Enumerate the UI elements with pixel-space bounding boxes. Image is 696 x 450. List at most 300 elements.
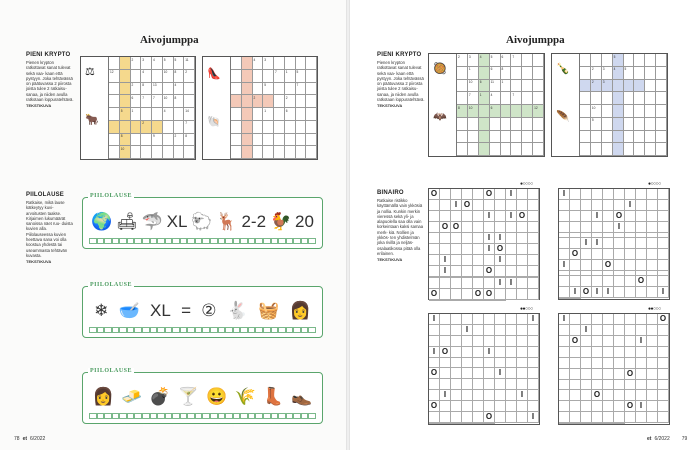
binairo-cell[interactable]	[647, 369, 658, 380]
binairo-cell[interactable]	[429, 278, 440, 289]
binairo-cell[interactable]	[506, 222, 517, 233]
krypto-cell[interactable]	[613, 131, 624, 144]
binairo-cell[interactable]	[473, 390, 484, 401]
krypto-cell[interactable]	[624, 80, 635, 93]
binairo-cell[interactable]	[495, 325, 506, 336]
binairo-cell[interactable]: I	[581, 325, 592, 336]
krypto-cell[interactable]	[580, 92, 591, 105]
binairo-cell[interactable]: O	[462, 200, 473, 211]
binairo-cell[interactable]: I	[506, 211, 517, 222]
krypto-cell[interactable]	[522, 92, 533, 105]
krypto-cell[interactable]	[602, 105, 613, 118]
binairo-cell[interactable]	[581, 390, 592, 401]
binairo-cell[interactable]	[570, 276, 581, 287]
binairo-cell[interactable]	[440, 189, 451, 200]
krypto-cell[interactable]	[184, 83, 195, 96]
letter-box[interactable]	[293, 238, 301, 244]
binairo-cell[interactable]: O	[570, 249, 581, 260]
binairo-cell[interactable]	[559, 358, 570, 369]
krypto-cell[interactable]: 2	[184, 70, 195, 83]
letter-box[interactable]	[308, 327, 316, 333]
binairo-cell[interactable]	[647, 200, 658, 211]
krypto-cell[interactable]: 2	[253, 95, 264, 108]
krypto-cell[interactable]: 2	[457, 54, 468, 67]
binairo-cell[interactable]	[658, 325, 669, 336]
krypto-cell[interactable]: 5	[263, 83, 274, 96]
binairo-cell[interactable]	[495, 412, 506, 423]
krypto-cell[interactable]	[253, 83, 264, 96]
binairo-cell[interactable]	[517, 347, 528, 358]
krypto-cell[interactable]	[231, 134, 242, 147]
letter-box[interactable]	[248, 327, 256, 333]
krypto-cell[interactable]	[613, 143, 624, 156]
binairo-cell[interactable]	[440, 358, 451, 369]
binairo-cell[interactable]: I	[440, 266, 451, 277]
krypto-cell[interactable]: 5	[591, 118, 602, 131]
krypto-cell[interactable]: 5	[624, 67, 635, 80]
binairo-cell[interactable]	[517, 255, 528, 266]
binairo-cell[interactable]	[495, 336, 506, 347]
binairo-cell[interactable]	[625, 347, 636, 358]
krypto-cell[interactable]	[285, 57, 296, 70]
binairo-cell[interactable]	[506, 347, 517, 358]
binairo-cell[interactable]	[570, 211, 581, 222]
krypto-cell[interactable]	[580, 80, 591, 93]
binairo-cell[interactable]	[429, 222, 440, 233]
binairo-cell[interactable]	[462, 255, 473, 266]
krypto-cell[interactable]: 12	[533, 105, 544, 118]
binairo-cell[interactable]: O	[440, 222, 451, 233]
binairo-cell[interactable]	[506, 401, 517, 412]
binairo-cell[interactable]	[559, 298, 570, 299]
krypto-cell[interactable]: 7	[296, 83, 307, 96]
binairo-cell[interactable]	[473, 368, 484, 379]
letter-box[interactable]	[286, 327, 294, 333]
krypto-cell[interactable]: 2	[131, 83, 142, 96]
krypto-cell[interactable]	[479, 131, 490, 144]
binairo-cell[interactable]	[484, 368, 495, 379]
krypto-cell[interactable]: 6	[501, 54, 512, 67]
binairo-cell[interactable]	[570, 401, 581, 412]
binairo-cell[interactable]	[614, 358, 625, 369]
krypto-cell[interactable]	[274, 83, 285, 96]
binairo-cell[interactable]	[603, 189, 614, 200]
krypto-cell[interactable]	[174, 121, 185, 134]
krypto-cell[interactable]	[285, 134, 296, 147]
binairo-cell[interactable]	[440, 336, 451, 347]
krypto-cell[interactable]	[274, 57, 285, 70]
binairo-cell[interactable]	[473, 336, 484, 347]
binairo-cell[interactable]: I	[495, 233, 506, 244]
binairo-cell[interactable]	[592, 423, 603, 424]
binairo-cell[interactable]	[484, 325, 495, 336]
binairo-cell[interactable]	[592, 200, 603, 211]
krypto-cell[interactable]	[533, 143, 544, 156]
krypto-cell[interactable]	[634, 92, 645, 105]
letter-box[interactable]	[202, 238, 210, 244]
letter-box[interactable]	[271, 413, 279, 419]
binairo-cell[interactable]: I	[506, 189, 517, 200]
binairo-cell[interactable]: O	[429, 289, 440, 300]
binairo-cell[interactable]	[559, 412, 570, 423]
binairo-cell[interactable]: O	[495, 244, 506, 255]
letter-box[interactable]	[263, 413, 271, 419]
binairo-cell[interactable]	[658, 358, 669, 369]
binairo-cell[interactable]	[636, 189, 647, 200]
letter-box[interactable]	[89, 238, 97, 244]
binairo-cell[interactable]	[440, 244, 451, 255]
binairo-cell[interactable]	[592, 358, 603, 369]
krypto-cell[interactable]	[645, 143, 656, 156]
krypto-cell[interactable]: 3	[602, 80, 613, 93]
krypto-cell[interactable]	[242, 70, 253, 83]
binairo-cell[interactable]	[451, 244, 462, 255]
binairo-cell[interactable]	[473, 300, 484, 301]
krypto-cell[interactable]	[274, 146, 285, 159]
krypto-cell[interactable]	[533, 80, 544, 93]
letter-box[interactable]	[301, 238, 309, 244]
binairo-cell[interactable]	[614, 314, 625, 325]
binairo-cell[interactable]	[528, 336, 539, 347]
krypto-cell[interactable]: 5	[163, 57, 174, 70]
krypto-cell[interactable]	[624, 143, 635, 156]
binairo-cell[interactable]	[451, 289, 462, 300]
binairo-cell[interactable]: I	[495, 278, 506, 289]
binairo-cell[interactable]	[647, 390, 658, 401]
krypto-cell[interactable]	[580, 54, 591, 67]
krypto-cell[interactable]	[174, 146, 185, 159]
krypto-cell[interactable]: 10	[163, 70, 174, 83]
binairo-cell[interactable]	[614, 287, 625, 298]
letter-box[interactable]	[210, 327, 218, 333]
krypto-cell[interactable]	[645, 92, 656, 105]
binairo-cell[interactable]	[625, 412, 636, 423]
binairo-cell[interactable]	[517, 200, 528, 211]
letter-box[interactable]	[112, 327, 120, 333]
binairo-cell[interactable]	[592, 222, 603, 233]
krypto-cell[interactable]	[634, 80, 645, 93]
krypto-cell[interactable]	[163, 121, 174, 134]
krypto-cell[interactable]: 6	[490, 67, 501, 80]
binairo-cell[interactable]	[451, 325, 462, 336]
binairo-cell[interactable]	[625, 238, 636, 249]
binairo-cell[interactable]	[517, 368, 528, 379]
krypto-grid-1[interactable]	[80, 56, 196, 160]
binairo-cell[interactable]	[440, 233, 451, 244]
krypto-cell[interactable]	[522, 143, 533, 156]
binairo-cell[interactable]: O	[570, 336, 581, 347]
krypto-cell[interactable]: 10	[591, 105, 602, 118]
binairo-cell[interactable]	[440, 368, 451, 379]
binairo-cell[interactable]	[440, 325, 451, 336]
binairo-cell[interactable]	[647, 336, 658, 347]
binairo-cell[interactable]	[517, 314, 528, 325]
binairo-cell[interactable]	[429, 255, 440, 266]
binairo-cell[interactable]	[625, 211, 636, 222]
krypto-cell[interactable]	[285, 83, 296, 96]
letter-box[interactable]	[142, 413, 150, 419]
letter-box[interactable]	[195, 327, 203, 333]
binairo-cell[interactable]	[559, 287, 570, 298]
binairo-cell[interactable]: I	[658, 287, 669, 298]
binairo-cell[interactable]: I	[484, 211, 495, 222]
krypto-cell[interactable]	[120, 57, 131, 70]
krypto-cell[interactable]	[274, 121, 285, 134]
binairo-cell[interactable]	[429, 233, 440, 244]
binairo-cell[interactable]	[559, 276, 570, 287]
binairo-cell[interactable]	[603, 222, 614, 233]
binairo-cell[interactable]	[592, 276, 603, 287]
binairo-cell[interactable]: I	[592, 211, 603, 222]
letter-box[interactable]	[119, 238, 127, 244]
krypto-cell[interactable]	[511, 118, 522, 131]
binairo-cell[interactable]	[581, 380, 592, 391]
krypto-cell[interactable]	[231, 70, 242, 83]
krypto-cell[interactable]	[296, 121, 307, 134]
binairo-cell[interactable]	[570, 200, 581, 211]
krypto-cell[interactable]: 4	[141, 70, 152, 83]
binairo-cell[interactable]	[658, 200, 669, 211]
binairo-cell[interactable]	[495, 347, 506, 358]
binairo-cell[interactable]	[473, 401, 484, 412]
binairo-cell[interactable]	[528, 233, 539, 244]
binairo-cell[interactable]	[484, 379, 495, 390]
binairo-cell[interactable]	[559, 249, 570, 260]
krypto-cell[interactable]	[624, 92, 635, 105]
binairo-cell[interactable]: O	[614, 211, 625, 222]
binairo-cell[interactable]	[440, 314, 451, 325]
binairo-cell[interactable]	[506, 358, 517, 369]
krypto-cell[interactable]	[522, 105, 533, 118]
binairo-cell[interactable]	[429, 300, 440, 301]
binairo-cell[interactable]	[451, 336, 462, 347]
binairo-cell[interactable]	[614, 325, 625, 336]
krypto-cell[interactable]	[242, 95, 253, 108]
letter-box[interactable]	[248, 413, 256, 419]
krypto-cell[interactable]	[152, 108, 163, 121]
krypto-cell[interactable]	[613, 118, 624, 131]
krypto-cell[interactable]	[141, 108, 152, 121]
binairo-cell[interactable]	[625, 287, 636, 298]
binairo-cell[interactable]	[473, 347, 484, 358]
binairo-cell[interactable]	[440, 200, 451, 211]
letter-box[interactable]	[97, 238, 105, 244]
letter-box[interactable]	[210, 413, 218, 419]
binairo-cell[interactable]	[528, 278, 539, 289]
krypto-cell[interactable]	[511, 67, 522, 80]
krypto-cell[interactable]: 10	[468, 105, 479, 118]
binairo-cell[interactable]	[559, 401, 570, 412]
krypto-cell[interactable]	[634, 131, 645, 144]
krypto-cell[interactable]: 5	[296, 70, 307, 83]
krypto-cell[interactable]: 3	[468, 54, 479, 67]
krypto-cell[interactable]	[479, 67, 490, 80]
binairo-cell[interactable]	[462, 278, 473, 289]
binairo-cell[interactable]	[517, 222, 528, 233]
letter-box[interactable]	[271, 238, 279, 244]
krypto-cell[interactable]	[152, 70, 163, 83]
krypto-cell[interactable]	[174, 108, 185, 121]
krypto-cell[interactable]	[242, 146, 253, 159]
binairo-cell[interactable]	[429, 266, 440, 277]
binairo-cell[interactable]	[636, 325, 647, 336]
krypto-cell[interactable]: 8	[120, 134, 131, 147]
krypto-cell[interactable]: 1	[479, 92, 490, 105]
letter-box[interactable]	[202, 413, 210, 419]
binairo-cell[interactable]	[636, 412, 647, 423]
krypto-cell[interactable]: 6	[285, 108, 296, 121]
binairo-cell[interactable]	[658, 260, 669, 271]
binairo-cell[interactable]	[451, 255, 462, 266]
binairo-cell[interactable]	[462, 368, 473, 379]
binairo-cell[interactable]	[636, 347, 647, 358]
letter-box[interactable]	[150, 327, 158, 333]
binairo-cell[interactable]	[636, 238, 647, 249]
binairo-cell[interactable]	[506, 244, 517, 255]
krypto-cell[interactable]	[533, 54, 544, 67]
letter-box[interactable]	[293, 413, 301, 419]
krypto-cell[interactable]: 2	[174, 134, 185, 147]
krypto-cell[interactable]	[120, 121, 131, 134]
krypto-cell[interactable]	[306, 83, 317, 96]
binairo-cell[interactable]	[592, 412, 603, 423]
krypto-cell[interactable]: 13	[152, 83, 163, 96]
binairo-cell[interactable]	[614, 189, 625, 200]
krypto-cell[interactable]	[306, 70, 317, 83]
binairo-cell[interactable]	[592, 347, 603, 358]
binairo-cell[interactable]: I	[636, 336, 647, 347]
binairo-cell[interactable]	[495, 401, 506, 412]
krypto-cell[interactable]	[602, 143, 613, 156]
binairo-cell[interactable]	[517, 336, 528, 347]
binairo-cell[interactable]	[495, 211, 506, 222]
binairo-cell[interactable]	[592, 260, 603, 271]
krypto-cell[interactable]	[231, 121, 242, 134]
binairo-cell[interactable]	[559, 200, 570, 211]
krypto-cell[interactable]	[490, 131, 501, 144]
binairo-cell[interactable]	[495, 314, 506, 325]
binairo-cell[interactable]	[658, 211, 669, 222]
binairo-cell[interactable]	[506, 200, 517, 211]
krypto-cell[interactable]: 4	[613, 67, 624, 80]
letter-box[interactable]	[97, 413, 105, 419]
binairo-cell[interactable]	[473, 211, 484, 222]
binairo-cell[interactable]	[484, 336, 495, 347]
binairo-cell[interactable]	[462, 412, 473, 423]
binairo-cell[interactable]	[581, 412, 592, 423]
binairo-cell[interactable]	[570, 412, 581, 423]
krypto-cell[interactable]	[242, 108, 253, 121]
letter-box[interactable]	[263, 327, 271, 333]
binairo-cell[interactable]	[559, 369, 570, 380]
binairo-cell[interactable]	[636, 211, 647, 222]
binairo-cell[interactable]	[495, 289, 506, 300]
binairo-cell[interactable]	[517, 233, 528, 244]
binairo-cell[interactable]	[603, 380, 614, 391]
binairo-cell[interactable]	[484, 278, 495, 289]
binairo-cell[interactable]	[592, 336, 603, 347]
binairo-cell[interactable]	[614, 380, 625, 391]
binairo-cell[interactable]: O	[592, 390, 603, 401]
binairo-cell[interactable]	[603, 390, 614, 401]
piilo-strip-1[interactable]: PIILOLAUSE 🌍 🛋 🦈 XL 🐑 🦌 2-2 🐓 20	[82, 197, 323, 249]
krypto-cell[interactable]	[263, 134, 274, 147]
letter-box[interactable]	[218, 413, 226, 419]
binairo-cell[interactable]	[429, 379, 440, 390]
krypto-cell[interactable]	[624, 54, 635, 67]
krypto-cell[interactable]	[242, 121, 253, 134]
letter-box[interactable]	[308, 413, 316, 419]
binairo-cell[interactable]: I	[462, 325, 473, 336]
binairo-cell[interactable]	[647, 412, 658, 423]
binairo-cell[interactable]	[625, 390, 636, 401]
binairo-cell[interactable]	[592, 189, 603, 200]
binairo-cell[interactable]	[473, 244, 484, 255]
binairo-cell[interactable]	[603, 412, 614, 423]
binairo-cell[interactable]	[484, 300, 495, 301]
letter-box[interactable]	[150, 238, 158, 244]
binairo-cell[interactable]	[506, 255, 517, 266]
binairo-cell[interactable]	[517, 189, 528, 200]
binairo-cell[interactable]	[484, 358, 495, 369]
binairo-cell[interactable]	[528, 255, 539, 266]
binairo-cell[interactable]	[473, 255, 484, 266]
letter-box[interactable]	[263, 238, 271, 244]
krypto-cell[interactable]: 2	[591, 80, 602, 93]
binairo-cell[interactable]	[636, 260, 647, 271]
binairo-cell[interactable]	[462, 336, 473, 347]
binairo-cell[interactable]	[473, 200, 484, 211]
binairo-cell[interactable]: O	[473, 289, 484, 300]
binairo-cell[interactable]	[462, 289, 473, 300]
krypto-cell[interactable]	[242, 83, 253, 96]
binairo-cell[interactable]	[647, 260, 658, 271]
binairo-cell[interactable]	[658, 238, 669, 249]
letter-box[interactable]	[240, 238, 248, 244]
binairo-cell[interactable]	[462, 347, 473, 358]
binairo-cell[interactable]	[440, 278, 451, 289]
binairo-cell[interactable]: I	[559, 189, 570, 200]
binairo-cell[interactable]	[484, 200, 495, 211]
krypto-cell[interactable]	[522, 118, 533, 131]
binairo-cell[interactable]	[517, 401, 528, 412]
krypto-cell[interactable]	[511, 105, 522, 118]
binairo-cell[interactable]: O	[484, 412, 495, 423]
krypto-cell[interactable]	[591, 54, 602, 67]
binairo-cell[interactable]	[625, 222, 636, 233]
letter-box[interactable]	[89, 413, 97, 419]
binairo-cell[interactable]	[614, 423, 625, 424]
letter-box[interactable]	[218, 327, 226, 333]
binairo-cell[interactable]	[625, 276, 636, 287]
binairo-cell[interactable]	[506, 289, 517, 300]
letter-box[interactable]	[286, 238, 294, 244]
krypto-cell[interactable]	[645, 54, 656, 67]
krypto-cell[interactable]	[580, 67, 591, 80]
binairo-cell[interactable]	[581, 347, 592, 358]
binairo-cell[interactable]	[570, 189, 581, 200]
krypto-cell[interactable]	[656, 67, 667, 80]
letter-box[interactable]	[255, 413, 263, 419]
krypto-cell[interactable]	[109, 108, 120, 121]
binairo-cell[interactable]	[658, 249, 669, 260]
letter-box[interactable]	[301, 413, 309, 419]
letter-box[interactable]	[142, 327, 150, 333]
letter-box[interactable]	[293, 327, 301, 333]
krypto-cell[interactable]	[263, 121, 274, 134]
binairo-cell[interactable]	[506, 336, 517, 347]
binairo-cell[interactable]	[484, 423, 495, 424]
